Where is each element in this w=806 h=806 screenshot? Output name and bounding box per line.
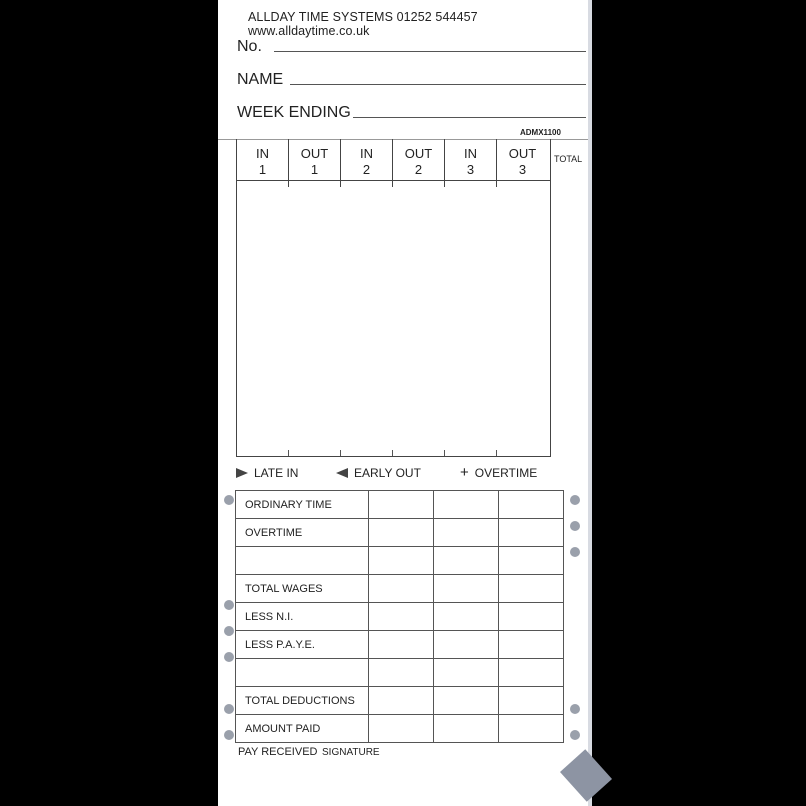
punch-hole-icon	[224, 495, 234, 505]
week-ending-label: WEEK ENDING	[237, 104, 351, 121]
amount-cell	[369, 519, 434, 547]
company-header: ALLDAY TIME SYSTEMS 01252 544457 www.alldaytime.co.uk	[248, 10, 478, 38]
table-row	[236, 603, 564, 631]
right-triangle-icon	[236, 468, 248, 478]
name-line	[290, 84, 586, 85]
amount-cell	[434, 631, 499, 659]
name-label: NAME	[237, 71, 284, 88]
column-tick	[288, 450, 289, 456]
column-header-in-3: IN 3	[464, 146, 477, 177]
number-line	[274, 51, 586, 52]
legend-early-out	[336, 466, 421, 480]
legend-label: LATE IN	[254, 466, 299, 480]
row-label	[236, 547, 369, 575]
row-label: TOTAL WAGES	[236, 575, 369, 603]
punch-hole-icon	[224, 652, 234, 662]
punch-hole-icon	[570, 730, 580, 740]
column-tick	[444, 450, 445, 456]
row-label: LESS P.A.Y.E.	[236, 631, 369, 659]
amount-cell	[369, 491, 434, 519]
card-edge	[588, 0, 592, 806]
amount-cell	[499, 603, 564, 631]
amount-cell	[369, 547, 434, 575]
signature-label: SIGNATURE	[322, 747, 380, 758]
pay-received-label: PAY RECEIVED	[238, 746, 318, 758]
amount-cell	[369, 603, 434, 631]
amount-cell	[434, 491, 499, 519]
legend-label: EARLY OUT	[354, 466, 421, 480]
amount-cell	[499, 659, 564, 687]
header-row-line	[237, 180, 550, 181]
punch-hole-icon	[570, 547, 580, 557]
amount-cell	[434, 687, 499, 715]
row-label: TOTAL DEDUCTIONS	[236, 687, 369, 715]
punch-hole-icon	[224, 600, 234, 610]
form-code: ADMX1100	[520, 128, 561, 137]
table-row	[236, 547, 564, 575]
pay-table	[235, 490, 564, 743]
column-header-in-2: IN 2	[360, 146, 373, 177]
amount-cell	[499, 715, 564, 743]
left-triangle-icon	[336, 468, 348, 478]
table-row	[236, 491, 564, 519]
number-label: No.	[237, 38, 262, 55]
amount-cell	[499, 519, 564, 547]
legend-late-in	[236, 466, 298, 480]
punch-hole-icon	[224, 730, 234, 740]
punch-hole-icon	[224, 704, 234, 714]
punch-hole-icon	[570, 495, 580, 505]
amount-cell	[434, 575, 499, 603]
table-row	[236, 687, 564, 715]
table-row	[236, 631, 564, 659]
legend-label: OVERTIME	[474, 466, 538, 480]
amount-cell	[369, 659, 434, 687]
amount-cell	[434, 603, 499, 631]
amount-cell	[499, 491, 564, 519]
legend-overtime	[460, 466, 537, 480]
amount-cell	[434, 659, 499, 687]
amount-cell	[369, 575, 434, 603]
row-label: ORDINARY TIME	[236, 491, 369, 519]
row-label: LESS N.I.	[236, 603, 369, 631]
column-header-out-2: OUT 2	[404, 146, 433, 177]
punch-hole-icon	[570, 521, 580, 531]
table-row	[236, 659, 564, 687]
column-tick	[392, 450, 393, 456]
amount-cell	[434, 547, 499, 575]
punch-hole-icon	[570, 704, 580, 714]
row-label: AMOUNT PAID	[236, 715, 369, 743]
row-label: OVERTIME	[236, 519, 369, 547]
table-row	[236, 715, 564, 743]
column-header-out-1: OUT 1	[300, 146, 329, 177]
amount-cell	[369, 631, 434, 659]
time-card	[218, 0, 588, 806]
amount-cell	[499, 687, 564, 715]
amount-cell	[369, 687, 434, 715]
week-ending-line	[353, 117, 586, 118]
amount-cell	[369, 715, 434, 743]
table-row	[236, 575, 564, 603]
column-header-out-3: OUT 3	[508, 146, 537, 177]
amount-cell	[434, 519, 499, 547]
clock-grid	[236, 139, 551, 457]
amount-cell	[499, 547, 564, 575]
amount-cell	[434, 715, 499, 743]
amount-cell	[499, 575, 564, 603]
punch-hole-icon	[224, 626, 234, 636]
amount-cell	[499, 631, 564, 659]
row-label	[236, 659, 369, 687]
plus-icon: +	[460, 464, 469, 481]
column-tick	[496, 450, 497, 456]
total-header: TOTAL	[554, 154, 583, 164]
column-header-in-1: IN 1	[256, 146, 269, 177]
column-tick	[340, 450, 341, 456]
table-row	[236, 519, 564, 547]
